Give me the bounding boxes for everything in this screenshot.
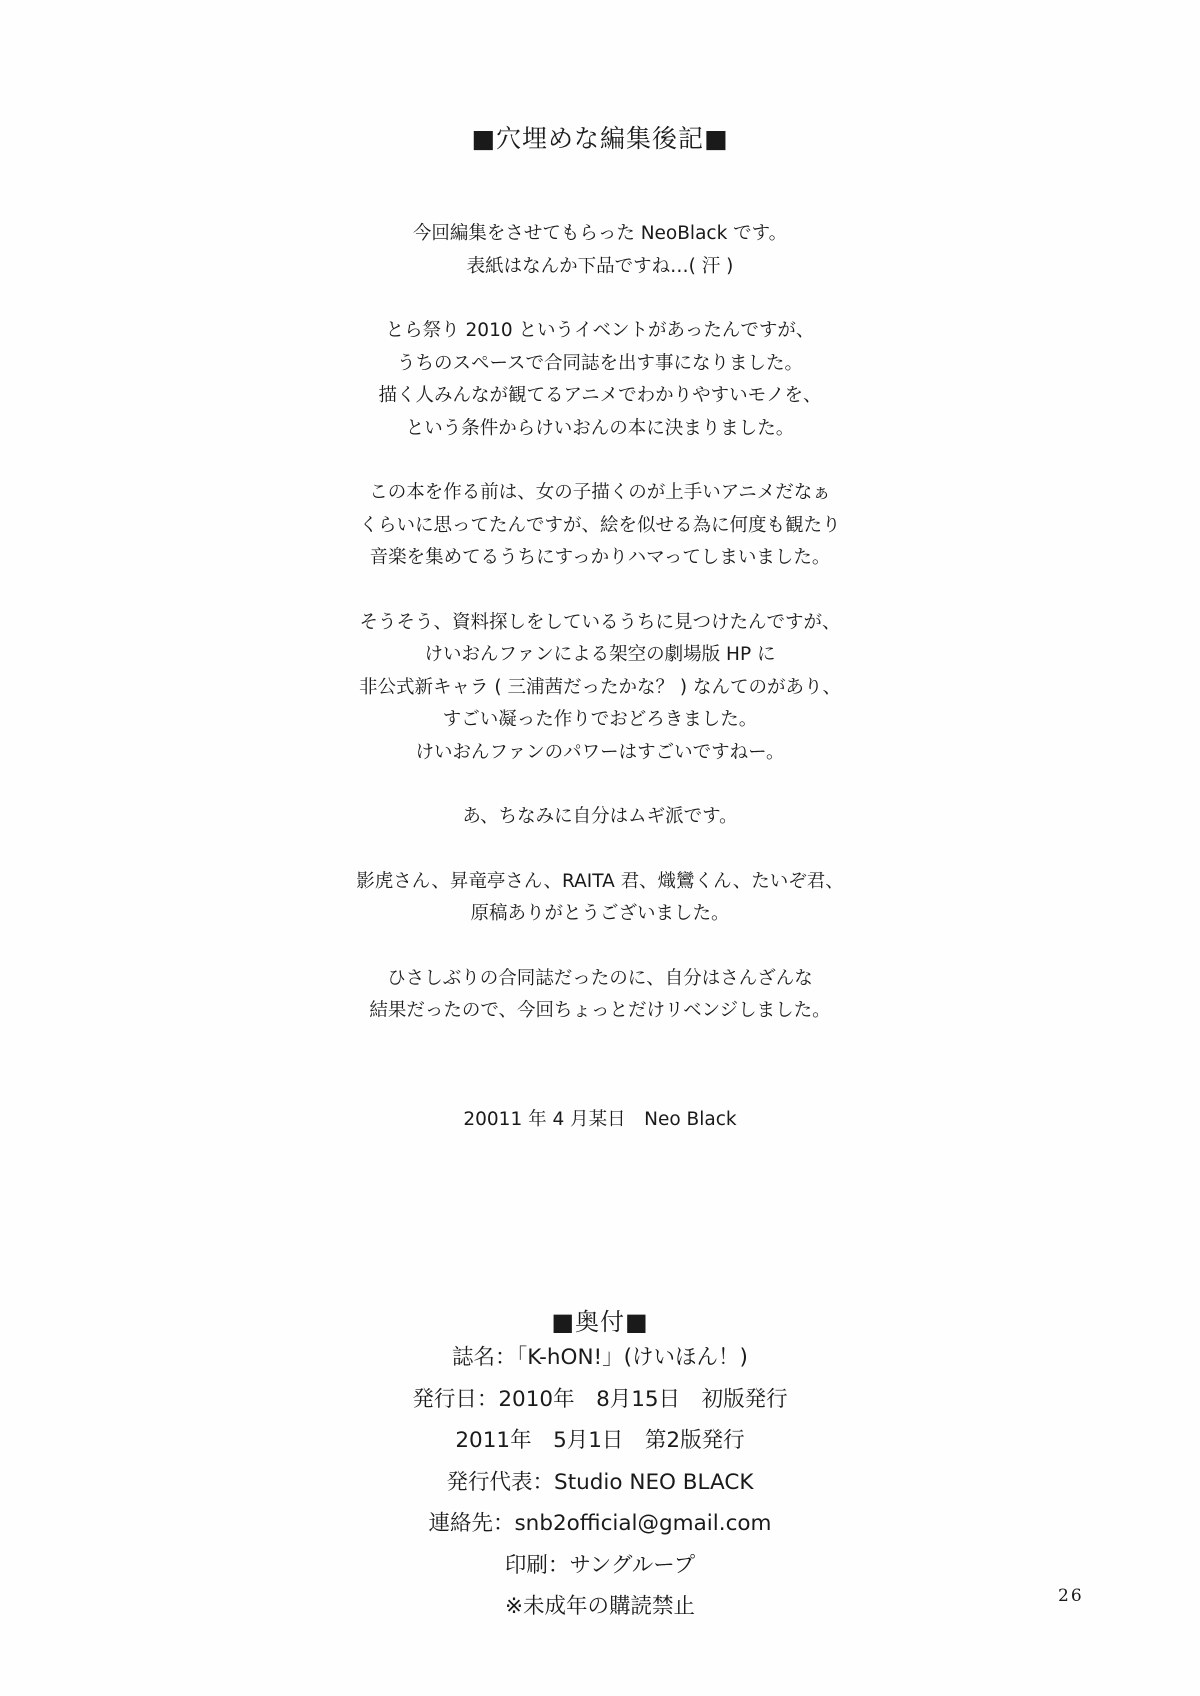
colophon-second-edition-line: 2011年 5月1日 第2版発行 [455,1428,745,1453]
afterword-line: という条件からけいおんの本に決まりました。 [405,417,795,439]
afterword-line: 描く人みんなが観てるアニメでわかりやすいモノを、 [378,385,822,406]
colophon-title-line: 誌名：「K-hON!」(けいほん！) [452,1345,748,1370]
afterword-heading: ■穴埋めな編集後記■ [471,124,729,153]
afterword-line: とら祭り 2010 というイベントがあったんですが、 [385,320,815,341]
afterword-line: ひさしぶりの合同誌だったのに、自分はさんざんな [387,967,813,989]
afterword-line: 結果だったので、今回ちょっとだけリベンジしました。 [369,1000,831,1021]
afterword-paragraph [0,315,1200,445]
afterword-line: 音楽を集めてるうちにすっかりハマってしまいました。 [369,547,831,568]
colophon-first-edition-line: 発行日：2010年 8月15日 初版発行 [412,1386,788,1412]
afterword-line: くらいに思ってたんですが、絵を似せる為に何度も観たり [359,514,841,536]
afterword-paragraph [0,866,1200,931]
colophon-heading: ■奥付■ [551,1308,649,1336]
afterword-paragraph [0,477,1200,575]
afterword-line: 表紙はなんか下品ですね…( 汗 ) [466,255,734,277]
afterword-line: 影虎さん、昇竜亭さん、RAITA 君、熾鸞くん、たいぞ君、 [356,870,844,892]
afterword-line: そうそう、資料探しをしているうちに見つけたんですが、 [359,611,841,633]
afterword-signature: 20011 年 4 月某日 Neo Black [463,1109,737,1130]
afterword-line: 原稿ありがとうございました。 [470,903,730,924]
afterword-paragraph [0,801,1200,834]
page-number: 26 [1058,1586,1084,1606]
colophon-publisher-line: 発行代表：Studio NEO BLACK [446,1469,754,1495]
afterword-line: 非公式新キャラ ( 三浦茜だったかな？ ) なんてのがあり、 [359,676,841,698]
afterword-line: すごい凝った作りでおどろきました。 [442,709,758,730]
afterword-body [0,218,1200,1060]
afterword-paragraph [0,607,1200,770]
afterword-paragraph [0,963,1200,1028]
afterword-line: この本を作る前は、女の子描くのが上手いアニメだなぁ [369,482,831,503]
colophon-body [0,1337,1200,1628]
afterword-line: 今回編集をさせてもらった NeoBlack です。 [412,223,788,244]
afterword-paragraph [0,218,1200,283]
colophon-age-notice-line: ※未成年の購読禁止 [504,1594,695,1619]
colophon-contact-line: 連絡先：snb2official@gmail.com [428,1511,772,1536]
afterword-line: うちのスペースで合同誌を出す事になりました。 [396,352,804,374]
colophon-printer-line: 印刷：サングループ [504,1552,696,1578]
afterword-line: あ、ちなみに自分はムギ派です。 [462,806,738,827]
afterword-line: けいおんファンのパワーはすごいですねー。 [415,741,785,763]
afterword-line: けいおんファンによる架空の劇場版 HP に [424,644,776,665]
